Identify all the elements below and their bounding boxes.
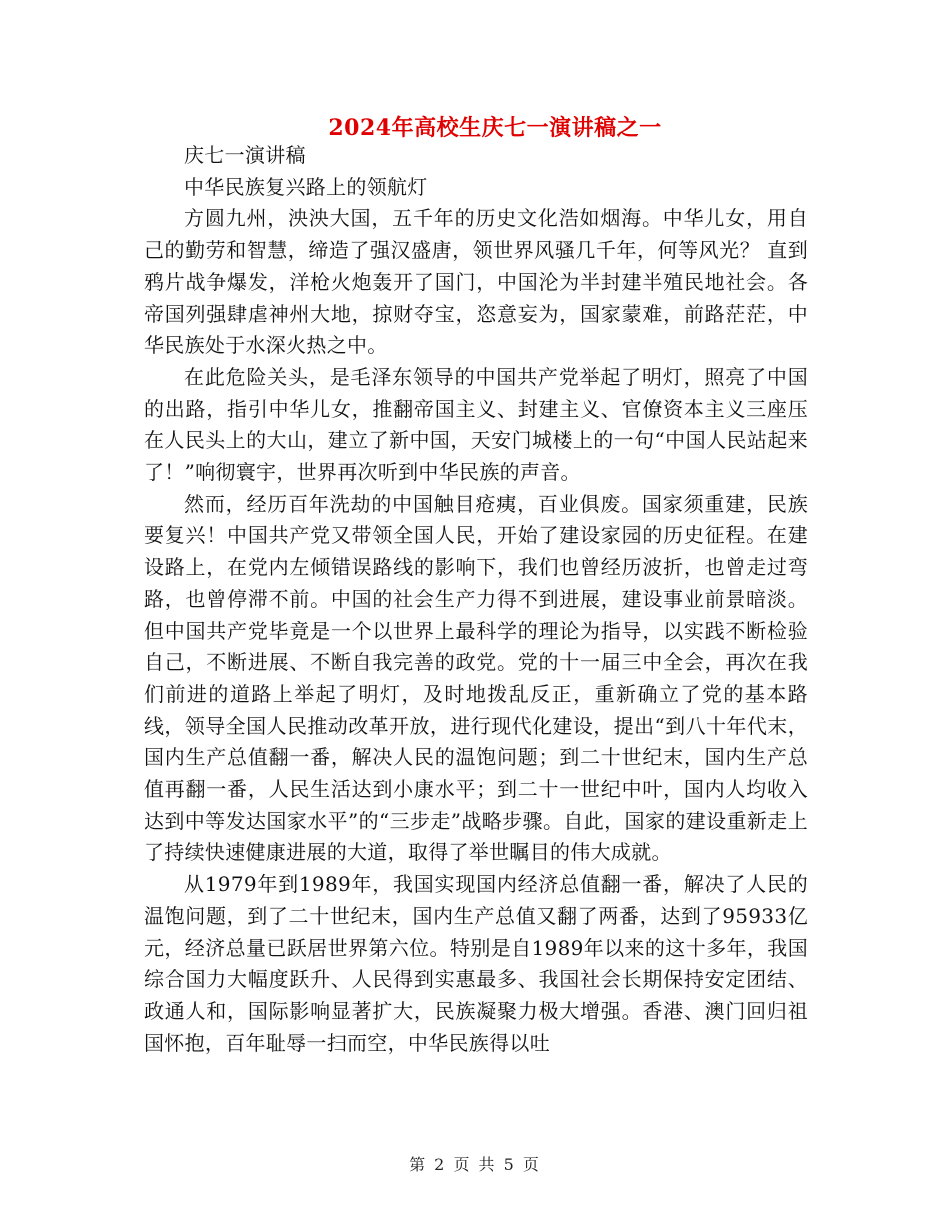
paragraph: 在此危险关头，是毛泽东领导的中国共产党举起了明灯，照亮了中国的出路，指引中华儿女，推翻帝国主义、封建主义、官僚资本主义三座压在人民头上的大山，建立了新中国，天安门城楼上的一句“中国人民站起来了！”响彻寰宇，世界再次听到中华民族的声音。 — [144, 364, 808, 485]
paragraph: 从1979年到1989年，我国实现国内经济总值翻一番，解决了人民的温饱问题，到了二十世纪末，国内生产总值又翻了两番，达到了95933亿元，经济总量已跃居世界第六位。特别是自1989年以来的这十多年，我国综合国力大幅度跃升、人民得到实惠最多、我国社会长期保持安定团结、政通人和，国际影响显著扩大，民族凝聚力极大增强。香港、澳门回归祖国怀抱，百年耻辱一扫而空，中华民族得以吐 — [144, 872, 808, 1055]
document-body — [144, 140, 808, 1059]
document-title: 2024年高校生庆七一演讲稿之一 — [328, 115, 662, 141]
paragraph-subtitle: 中华民族复兴路上的领航灯 — [184, 174, 428, 199]
page-footer: 第 2 页 共 5 页 — [409, 1155, 541, 1174]
paragraph: 方圆九州，泱泱大国，五千年的历史文化浩如烟海。中华儿女，用自己的勤劳和智慧，缔造了强汉盛唐，领世界风骚几千年，何等风光？ 直到鸦片战争爆发，洋枪火炮轰开了国门，中国沦为半封建半殖民地社会。各帝国列强肆虐神州大地，掠财夺宝，恣意妄为，国家蒙难，前路茫茫，中华民族处于水深火热之中。 — [144, 206, 808, 358]
paragraph: 然而，经历百年洗劫的中国触目疮痍，百业俱废。国家须重建，民族要复兴！中国共产党又带领全国人民，开始了建设家园的历史征程。在建设路上，在党内左倾错误路线的影响下，我们也曾经历波折，也曾走过弯路，也曾停滞不前。中国的社会生产力得不到进展，建设事业前景暗淡。但中国共产党毕竟是一个以世界上最科学的理论为指导，以实践不断检验自己，不断进展、不断自我完善的政党。党的十一届三中全会，再次在我们前进的道路上举起了明灯，及时地拨乱反正，重新确立了党的基本路线，领导全国人民推动改革开放，进行现代化建设，提出“到八十年代末，国内生产总值翻一番，解决人民的温饱问题；到二十世纪末，国内生产总值再翻一番，人民生活达到小康水平；到二十一世纪中叶，国内人均收入达到中等发达国家水平”的“三步走”战略步骤。自此，国家的建设重新走上了持续快速健康进展的大道，取得了举世瞩目的伟大成就。 — [144, 491, 808, 865]
paragraph-heading: 庆七一演讲稿 — [184, 143, 306, 167]
